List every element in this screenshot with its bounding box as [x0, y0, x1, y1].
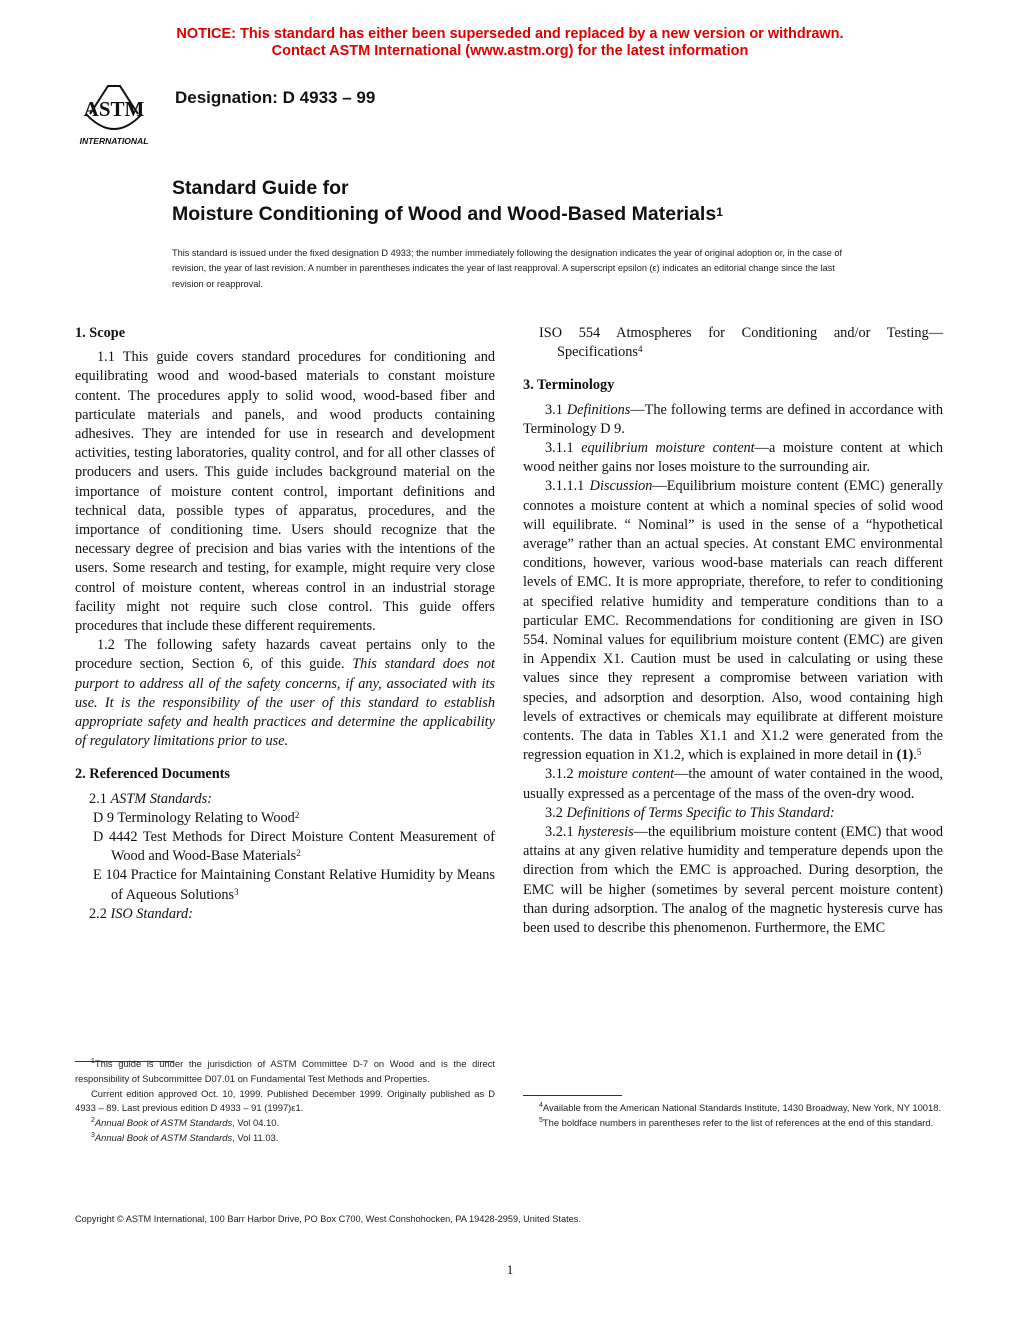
left-column [75, 322, 495, 924]
preamble: This standard is issued under the fixed designation D 4933; the number immediately following the designation indicates the year of original adoption or, in the case of revision, the year of last revision. A number in parentheses indicates the year of last reapproval. A superscript epsilon (ε) indicates an editorial change since the last revision or reapproval. [172, 248, 843, 289]
ref-2-2: 2.2 ISO Standard: [89, 905, 193, 922]
notice-line-1: NOTICE: This standard has either been superseded and replaced by a new version or withdrawn. [176, 26, 844, 42]
ref-2-1: 2.1 ASTM Standards: [89, 790, 212, 807]
astm-logo [68, 78, 160, 148]
footnote-rule-right [523, 1095, 622, 1096]
right-column [523, 322, 943, 938]
paragraph-3-1-1-1: 3.1.1.1 Discussion—Equilibrium moisture content (EMC) generally connotes a moisture content at which a nominal species of solid wood will equilibrate. “ Nominal” is used in the sense of a “hypothetical average” rather than an actual species. At constant EMC environmental conditions, however, various wood-base materials can reach different levels of EMC. It is more appropriate, therefore, to refer to conditioning at specified relative humidity and temperature conditions than to a particular EMC. Recommendations for conditioning are given in ISO 554. Nominal values for equilibrium moisture content (EMC) are given in Appendix X1. Caution must be used in calculating or using these values since they represent a compromise between variation with species, and adsorption and desorption. Also, wood containing high levels of extractives or chemicals may equilibrate at different moisture contents. The data in Tables X1.1 and X1.2 were generated from the regression equation in X1.2, which is explained in more detail in (1).$^5$ [523, 478, 944, 764]
title-line-2: Moisture Conditioning of Wood and Wood-Based Materials$^1$ [172, 203, 723, 225]
withdrawal-notice [0, 26, 1020, 60]
section-heading-terminology: 3. Terminology [523, 377, 615, 394]
paragraph-3-1-2: 3.1.2 moisture content—the amount of water contained in the wood, usually expressed as a percentage of the mass of the oven-dry wood. [523, 766, 944, 802]
footnote-2: $^2$Annual Book of ASTM Standards, Vol 04.10. [91, 1117, 280, 1129]
logo-subtext: INTERNATIONAL [79, 136, 149, 146]
paragraph-1-2: 1.2 The following safety hazards caveat pertains only to the procedure section, Section 6, of this guide. This standard does not purport to address all of the safety concerns, if any, associated with its use. It is the responsibility of the user of this standard to establish appropriate safety and health practices and determine the applicability of regulatory limitations prior to use. [75, 637, 495, 750]
footnotes-left [75, 1057, 495, 1146]
paragraph-3-2-1: 3.2.1 hysteresis—the equilibrium moisture content (EMC) that wood attains at any given relative humidity and temperature depends upon the direction from which the EMC is approached. During desorption, the EMC will be higher (sometimes by several percent moisture content) than during adsorption. The analog of the magnetic hysteresis curve has been used to describe this phenomenon. Furthermore, the EMC [523, 824, 943, 937]
footnote-1: $^1$This guide is under the jurisdiction of ASTM Committee D-7 on Wood and is the direct responsibility of Subcommittee D07.01 on Fundamental Test Methods and Properties. [75, 1058, 495, 1084]
paragraph-3-1: 3.1 Definitions—The following terms are defined in accordance with Terminology D 9. [523, 401, 944, 437]
document-title [172, 175, 723, 227]
footnotes-right [523, 1101, 943, 1131]
ref-e104: E 104 Practice for Maintaining Constant Relative Humidity by Means of Aqueous Solutions$^3$ [93, 867, 495, 903]
footnote-3: $^3$Annual Book of ASTM Standards, Vol 11.03. [91, 1131, 279, 1143]
footnote-5: $^5$The boldface numbers in parentheses refer to the list of references at the end of this standard. [539, 1116, 934, 1128]
designation: Designation: D 4933 – 99 [175, 88, 376, 107]
footnote-1-edition: Current edition approved Oct. 10, 1999. Published December 1999. Originally published as D 4933 – 89. Last previous edition D 4933 – 91 (1997)ε1. [75, 1087, 495, 1114]
ref-iso554: ISO 554 Atmospheres for Conditioning and/or Testing—Specifications$^4$ [539, 325, 943, 361]
paragraph-1-1: 1.1 This guide covers standard procedures for conditioning and equilibrating wood and wood-based materials to constant moisture content. The procedures apply to solid wood, wood-based fiber and particulate materials and panels, and wood products containing adhesives. They are intended for use in research and development activities, testing laboratories, quality control, and for all other classes of producers and users. This guide includes background material on the importance of moisture content control, important definitions and technical data, possible types of apparatus, procedures, and the importance of conditioning time. Users should recognize that the necessary degree of precision and bias varies with the intentions of the users. Some research and testing, for example, might require very close control of moisture content, whereas control in an industrial storage facility might not require such close control. This guide offers procedures that include these different requirements. [75, 349, 495, 635]
ref-d4442: D 4442 Test Methods for Direct Moisture Content Measurement of Wood and Wood-Base Materials$^2$ [93, 829, 495, 865]
ref-d9: D 9 Terminology Relating to Wood$^2$ [93, 809, 300, 826]
title-line-1: Standard Guide for [172, 177, 349, 199]
page-number: 1 [506, 1262, 514, 1277]
logo-text: ASTM [83, 97, 145, 121]
title-footnote-ref: 1 [716, 205, 723, 219]
footnote-4: $^4$Available from the American National Standards Institute, 1430 Broadway, New York, NY 10018. [539, 1102, 942, 1113]
paragraph-3-2: 3.2 Definitions of Terms Specific to This Standard: [545, 804, 835, 821]
notice-line-2: Contact ASTM International (www.astm.org) for the latest information [271, 43, 749, 59]
paragraph-3-1-1: 3.1.1 equilibrium moisture content—a moisture content at which wood neither gains nor loses moisture to the surrounding air. [523, 440, 943, 476]
copyright: Copyright © ASTM International, 100 Barr Harbor Drive, PO Box C700, West Conshohocken, PA 19428-2959, United States. [75, 1214, 581, 1224]
section-heading-referenced-documents: 2. Referenced Documents [75, 766, 230, 783]
section-heading-scope: 1. Scope [75, 325, 126, 341]
